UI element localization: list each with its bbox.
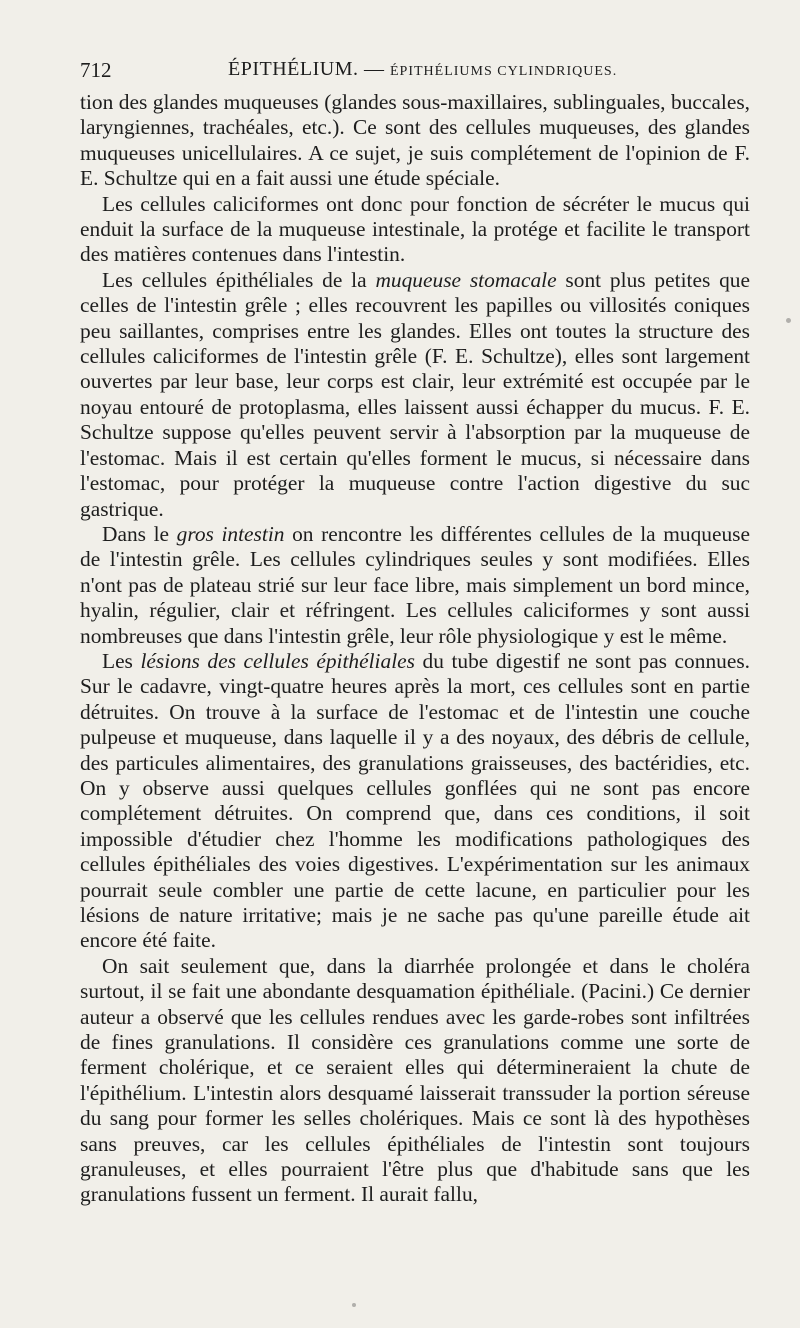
title-sub: ÉPITHÉLIUMS CYLINDRIQUES. (389, 64, 618, 79)
ink-speck (786, 318, 791, 323)
running-title (228, 58, 617, 81)
body-text (80, 90, 750, 1208)
title-separator: — (363, 58, 385, 80)
ink-speck (352, 1303, 356, 1307)
emphasis-muqueuse-stomacale: muqueuse stomacale (375, 267, 557, 292)
paragraph-continued: tion des glandes muqueuses (glandes sous-maxillaires, sublinguales, buccales, laryngiennes, trachéales, etc.). Ce sont des cellules muqueuses, des glandes muqueuses unicellulaires. A ce sujet, je suis complétement de l'opinion de F. E. Schultze qui en a fait aussi une étude spéciale. (80, 90, 750, 191)
running-header (80, 58, 750, 86)
paragraph-cholera: On sait seulement que, dans la diarrhée prolongée et dans le choléra surtout, il se fait une abondante desquamation épithéliale. (Pacini.) Ce dernier auteur a observé que les cellules rendues avec les garde-robes sont infiltrées de fines granulations. Il considère ces granulations comme une sorte de ferment cholérique, et ce seraient elles qui détermineraient la chute de l'épithélium. L'intestin alors desquamé laisserait transsuder la portion séreuse du sang pour former les selles cholériques. Mais ce sont là des hypothèses sans preuves, car les cellules épithéliales de l'intestin sont toujours granuleuses, et elles pourraient l'être plus que d'habitude sans que les granulations fussent un ferment. Il aurait fallu, (80, 953, 750, 1207)
page-number: 712 (80, 58, 112, 82)
paragraph-caliciformes: Les cellules caliciformes ont donc pour fonction de sécréter le mucus qui enduit la surface de la muqueuse intestinale, la protége et facilite le transport des matières contenues dans l'intestin. (80, 191, 750, 267)
paragraph-stomacale: Les cellules épithéliales de la muqueuse stomacale sont plus petites que celles de l'intestin grêle ; elles recouvrent les papilles ou villosités coniques peu saillantes, comprises entre les glandes. Elles ont toutes la structure des cellules caliciformes de l'intestin grêle (F. E. Schultze), elles sont largement ouvertes par leur base, leur corps est clair, leur extrémité est occupée par le noyau entouré de protoplasma, elles laissent aussi échapper du mucus. F. E. Schultze suppose qu'elles peuvent servir à l'absorption par la muqueuse de l'estomac. Mais il est certain qu'elles forment le mucus, si nécessaire dans l'estomac, pour protéger la muqueuse contre l'action digestive du suc gastrique. (80, 267, 750, 521)
emphasis-gros-intestin: gros intestin (176, 521, 285, 546)
emphasis-lesions: lésions des cellules épithéliales (140, 648, 415, 673)
title-main: ÉPITHÉLIUM. (228, 58, 359, 80)
paragraph-lesions: Les lésions des cellules épithéliales du tube digestif ne sont pas connues. Sur le cadavre, vingt-quatre heures après la mort, ces cellules sont en partie détruites. On trouve à la surface de l'estomac et de l'intestin une couche pulpeuse et muqueuse, dans laquelle il y a des noyaux, des débris de cellule, des particules alimentaires, des granulations graisseuses, des bactéridies, etc. On y observe aussi quelques cellules gonflées qui ne sont pas encore complétement détruites. On comprend que, dans ces conditions, il soit impossible d'étudier chez l'homme les modifications pathologiques des cellules épithéliales des voies digestives. L'expérimentation sur les animaux pourrait seule combler une partie de cette lacune, en particulier pour les lésions de nature irritative; mais je ne sache pas qu'une pareille étude ait encore été faite. (80, 648, 750, 953)
paragraph-gros-intestin: Dans le gros intestin on rencontre les différentes cellules de la muqueuse de l'intestin grêle. Les cellules cylindriques seules y sont modifiées. Elles n'ont pas de plateau strié sur leur face libre, mais simplement un bord mince, hyalin, régulier, clair et réfringent. Les cellules caliciformes y sont aussi nombreuses que dans l'intestin grêle, leur rôle physiologique y est le même. (80, 521, 750, 648)
